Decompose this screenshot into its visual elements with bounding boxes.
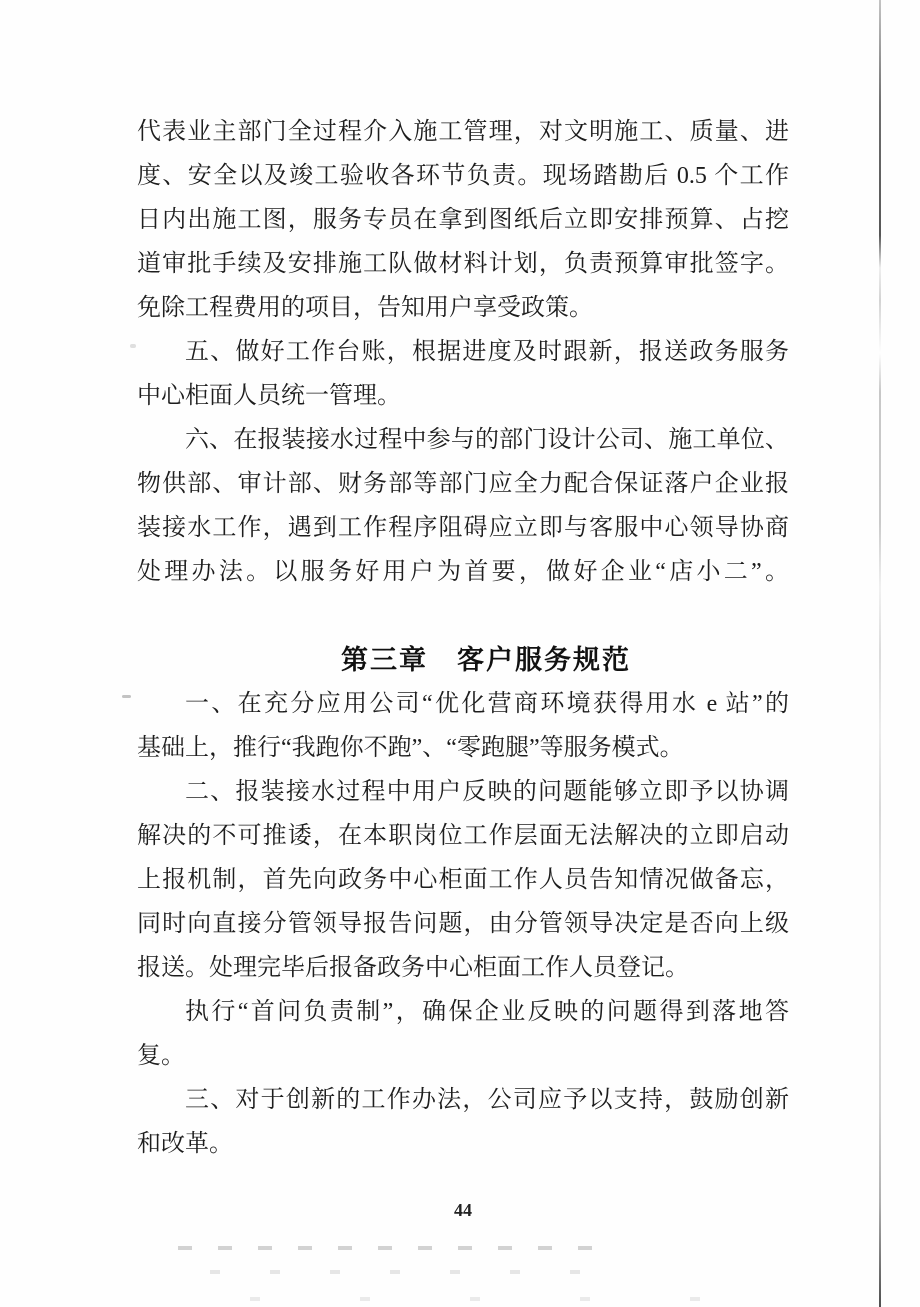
scan-artifact-speck — [130, 344, 136, 348]
text-line: 装接水工作，遇到工作程序阻碍应立即与客服中心领导协商 — [137, 515, 789, 541]
page-number: 44 — [454, 1200, 472, 1220]
text-line: 复。 — [137, 1043, 185, 1069]
text-line: 报送。处理完毕后报备政务中心柜面工作人员登记。 — [137, 955, 689, 981]
scan-artifact-speck — [122, 695, 131, 698]
scan-artifact-dash-row-3 — [250, 1297, 710, 1301]
text-line: 五、做好工作台账，根据进度及时跟新，报送政务服务 — [185, 339, 789, 365]
text-line: 二、报装接水过程中用户反映的问题能够立即予以协调 — [185, 779, 789, 805]
text-line: 上报机制，首先向政务中心柜面工作人员告知情况做备忘， — [137, 867, 789, 893]
text-line: 处理办法。以服务好用户为首要，做好企业“店小二”。 — [137, 559, 789, 585]
text-line: 中心柜面人员统一管理。 — [137, 383, 401, 409]
text-line: 六、在报装接水过程中参与的部门设计公司、施工单位、 — [185, 427, 789, 453]
text-line: 三、对于创新的工作办法，公司应予以支持，鼓励创新 — [185, 1087, 789, 1113]
text-line: 道审批手续及安排施工队做材料计划，负责预算审批签字。 — [137, 251, 789, 277]
text-line: 度、安全以及竣工验收各环节负责。现场踏勘后 0.5 个工作 — [137, 163, 789, 189]
document-body — [137, 110, 789, 1166]
scan-artifact-dash-row-2 — [210, 1270, 630, 1274]
text-line: 免除工程费用的项目，告知用户享受政策。 — [137, 295, 593, 321]
text-line: 执行“首问负责制”，确保企业反映的问题得到落地答 — [185, 999, 789, 1025]
blank-line — [137, 594, 789, 638]
scan-artifact-vertical-line — [879, 0, 881, 1307]
text-line: 和改革。 — [137, 1131, 233, 1157]
text-line: 代表业主部门全过程介入施工管理，对文明施工、质量、进 — [137, 119, 789, 145]
text-line: 一、在充分应用公司“优化营商环境获得用水 e 站”的 — [185, 691, 789, 717]
text-line: 同时向直接分管领导报告问题，由分管领导决定是否向上级 — [137, 911, 789, 937]
text-line: 解决的不可推诿，在本职岗位工作层面无法解决的立即启动 — [137, 823, 789, 849]
chapter-heading: 第三章 客户服务规范 — [341, 645, 631, 675]
text-line: 日内出施工图，服务专员在拿到图纸后立即安排预算、占挖 — [137, 207, 789, 233]
scan-artifact-dash-row-1 — [178, 1246, 608, 1250]
text-line: 物供部、审计部、财务部等部门应全力配合保证落户企业报 — [137, 471, 789, 497]
text-line: 基础上，推行“我跑你不跑”、“零跑腿”等服务模式。 — [137, 735, 684, 761]
